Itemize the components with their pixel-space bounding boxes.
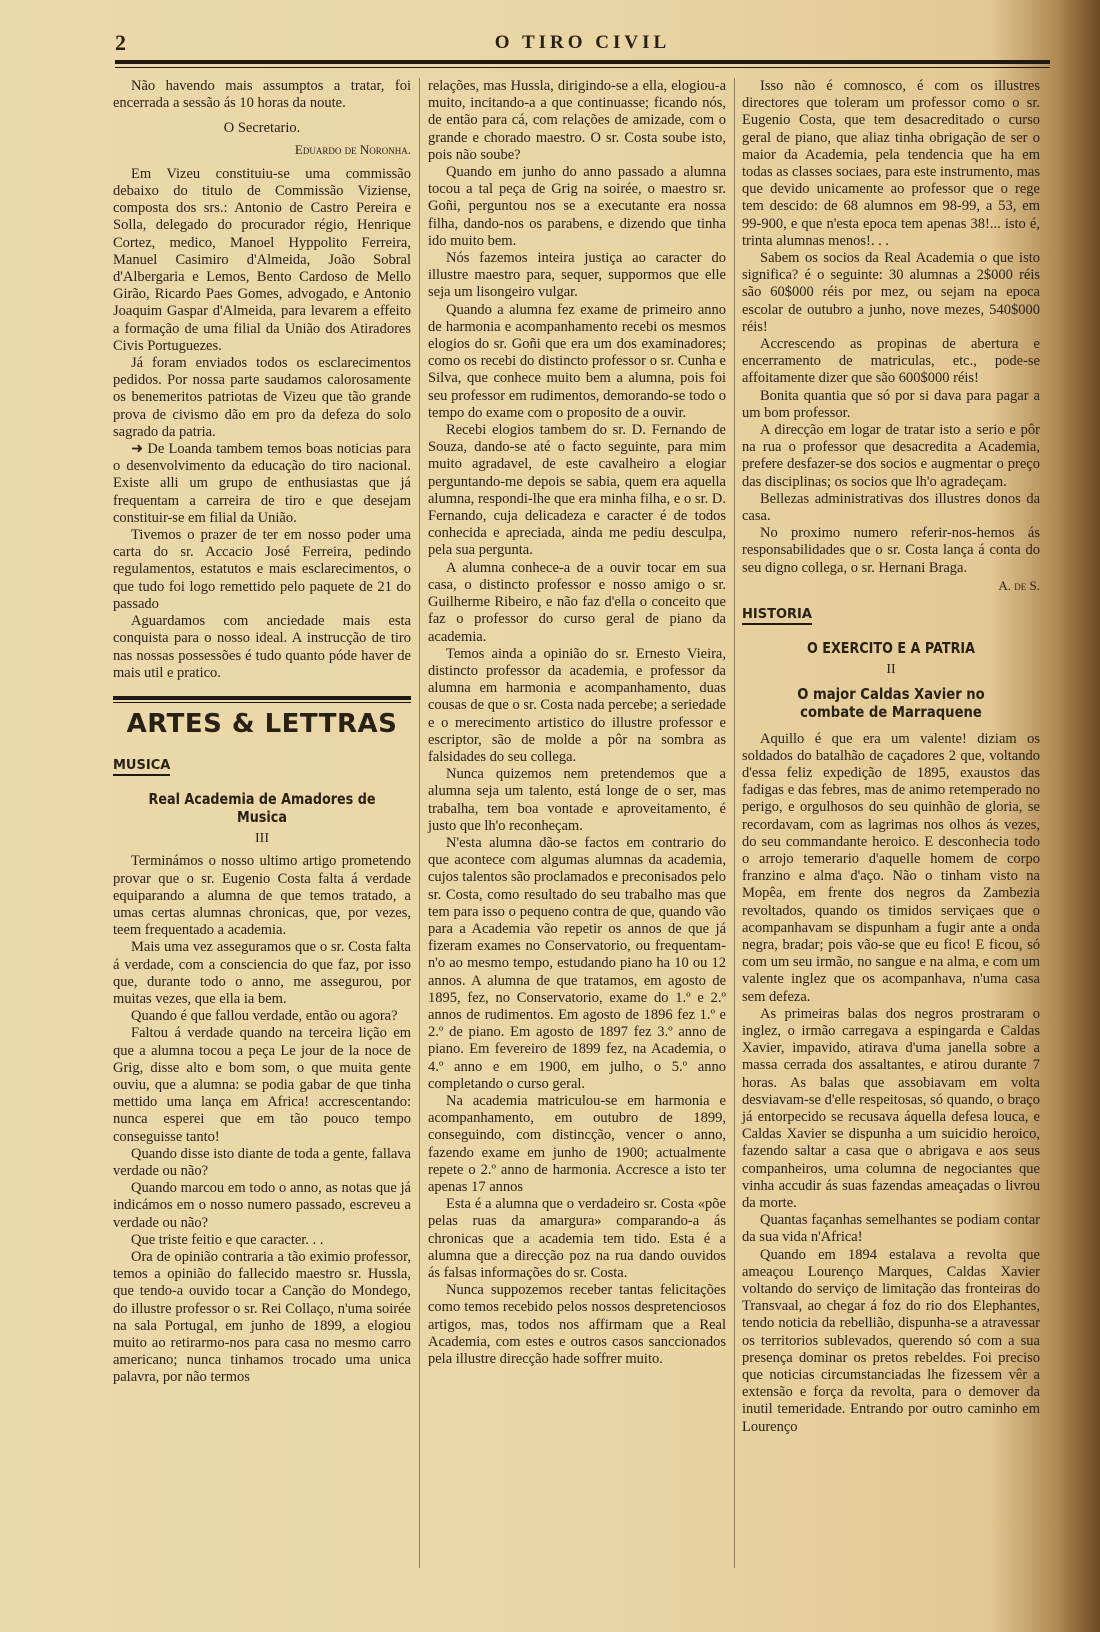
signature-name: A. de S. [998, 577, 1040, 593]
paragraph: Nós fazemos inteira justiça ao caracter do illustre maestro para, sequer, suppormos que elle seja um lisongeiro vulgar. [428, 250, 726, 301]
paragraph: Não havendo mais assumptos a tratar, foi encerrada a sessão ás 10 horas da noute. [113, 78, 411, 112]
article-subtitle: O major Caldas Xavier no combate de Marraquene [797, 684, 985, 721]
header-rule [115, 60, 1050, 64]
article-title: O EXERCITO E A PATRIA [806, 639, 976, 658]
paragraph: Quando marcou em todo o anno, as notas que já indicámos em o nosso numero passado, escreveu a verdade ou não? [113, 1180, 411, 1231]
article-part-number: III [255, 831, 269, 847]
column-separator [734, 78, 735, 1568]
paragraph: Quando disse isto diante de toda a gente, fallava verdade ou não? [113, 1145, 411, 1179]
column-1 [113, 78, 411, 1387]
article-part-number: II [886, 662, 896, 678]
paragraph: Nunca quizemos nem pretendemos que a alumna seja um talento, está longe de o ser, mas trabalha, tem boa vontade e aproveitamento, é justo que lh'o reconheçam. [428, 766, 726, 834]
paragraph: Mais uma vez asseguramos que o sr. Costa falta á verdade, com a consciencia do que faz, por isso que, durante todo o anno, me assegurou, por muitas vezes, que ella ia bem. [113, 939, 411, 1007]
article-title: Real Academia de Amadores de Musica [148, 790, 376, 827]
paragraph: Nunca suppozemos receber tantas felicitações como temos recebido pelos nossos despretenciosos artigos, mas, todos nos affirmam que a Real Academia, com estes e outros casos sanccionados pela illustre direcção hade soffrer muito. [428, 1282, 726, 1368]
page-header [115, 28, 1050, 54]
section-title: ARTES & LETTRAS [126, 708, 398, 739]
paragraph: Na academia matriculou-se em harmonia e acompanhamento, em outubro de 1899, conseguindo, com distincção, vencer o anno, fazendo exame em junho de 1900; actualmente repete o 2.º anno de harmonia. Accresce a isto ter apenas 17 annos [428, 1092, 726, 1195]
paragraph: Bellezas administrativas dos illustres donos da casa. [742, 490, 1040, 525]
paragraph: Bonita quantia que só por si dava para pagar a um bom professor. [742, 387, 1040, 421]
paragraph: Sabem os socios da Real Academia o que isto significa? é o seguinte: 30 alumnas a 2$000 réis são 60$000 réis por mez, ou sejam na epoca escolar de outubro a junho, nove mezes, 540$000 réis! [742, 250, 1040, 335]
rubric-label: MUSICA [113, 757, 170, 776]
section-rule [113, 696, 411, 700]
paragraph: A alumna conhece-a de a ouvir tocar em sua casa, o distincto professor e nosso amigo o sr. Guilherme Ribeiro, e não faz d'ella o conceito que faz o professor do curso geral de piano da academia. [428, 559, 726, 645]
paragraph: Faltou á verdade quando na terceira lição em que a alumna tocou a peça Le jour de la noce de Grig, disse alto e bom som, o que muita gente ouviu, que a alumna: se podia gabar de que tinha mettido uma lança em Africa! accrescentando: nunca esperei que em tão pouco tempo conseguisse tanto! [113, 1025, 411, 1145]
column-separator [419, 78, 420, 1568]
paragraph: No proximo numero referir-nos-hemos ás responsabilidades que o sr. Costa lança á conta do seu digno collega, o sr. Hernani Braga. [742, 525, 1040, 576]
paragraph: Quando é que fallou verdade, então ou agora? [131, 1008, 398, 1025]
paragraph: Em Vizeu constituiu-se uma commissão debaixo do titulo de Commissão Viziense, composta dos srs.: Antonio de Castro Pereira e Solla, delegado do procurador régio, Henrique Cortez, medico, Manoel Hyppolito Ferreira, Manuel Casimiro d'Almeida, João Sobral d'Albergaria e Lemos, Bento Cardoso de Mello Girão, Ricardo Paes Gomes, advogado, e Antonio Joaquim Gaspar d'Almeida, para levarem a effeito a formação de uma filial da União dos Atiradores Civis Portuguezes. [113, 165, 411, 354]
paragraph: ➜ De Loanda tambem temos boas noticias para o desenvolvimento da educação do tiro nacional. Existe alli um grupo de enthusiastas que já frequentam a carreira de tiro e que desejam constituir-se em filial da União. [113, 441, 411, 526]
paragraph: relações, mas Hussla, dirigindo-se a ella, elogiou-a muito, incitando-a a que continuasse; ficando nós, de então para cá, com relações de amizade, com o grande e chorado maestro. O sr. Costa soube isto, pois não soube? [428, 78, 726, 163]
signature-name: Eduardo de Noronha. [294, 141, 411, 157]
paragraph: Quando em junho do anno passado a alumna tocou a tal peça de Grig na soirée, o maestro sr. Goñi, perguntou nos se a executante era nossa filha, dando-nos os parabens, e dizendo que tinha ido muito bem. [428, 164, 726, 249]
section-rule-thin [113, 702, 411, 703]
page-number: 2 [115, 30, 126, 55]
paragraph: As primeiras balas dos negros prostraram o inglez, o irmão carregava a espingarda e Caldas Xavier, impavido, atirava d'uma janella sobre a massa cerrada dos assaltantes, e atirou durante 7 horas. As balas que assobiavam em volta desviavam-se d'elle respeitosas, só quando, o braço já entorpecido se recusava áquella defesa louca, e Caldas Xavier se dispunha a um suicidio heroico, fazendo saltar a casa que o abrigava e aos seus companheiros, uma columna de negociantes que vinha accudir ás suas fazendas ameaçadas o livrou da morte. [742, 1005, 1040, 1211]
paragraph: Esta é a alumna que o verdadeiro sr. Costa «põe pelas ruas da amargura» comparando-a ás chronicas que a academia tem tido. Esta é a alumna que a direcção poz na rua dando ouvidos ás falsas informações do sr. Costa. [428, 1196, 726, 1282]
paragraph: Isso não é comnosco, é com os illustres directores que toleram um professor como o sr. Eugenio Costa, que tem desacreditado o curso geral de piano, que aliaz tinha obrigação de ser o maior da Academia, pela tendencia que ha em todas as classes sociaes, para este instrumento, mas que devido unicamente ao professor que o rege tem descido: de 68 alumnos em 98-99, a 53, em 99-900, e que n'esta epoca tem apenas 38!... isto é, trinta alumnas menos!. . . [742, 78, 1040, 249]
paragraph: Aguardamos com anciedade mais esta conquista para o nosso ideal. A instrucção de tiro nas nossas possessões é tudo quanto póde haver de mais util e pratico. [113, 613, 411, 681]
paragraph: N'esta alumna dão-se factos em contrario do que acontece com algumas alumnas da academia, cujos talentos são proclamados e preconisados pelo sr. Costa, como resultado do seu trabalho mas que tem para isso o pequeno contra de que, quando vão para a Academia vão repetir os annos de que já fizeram exames no Conservatorio, ou frequentam-n'o ao mesmo tempo, estudando piano ha 10 ou 12 annos. A alumna de que tratamos, em agosto de 1895, fez, no Conservatorio, exame do 1.º e 2.º annos de rudimentos. Em agosto de 1896 fez 1.º e 2.º de piano. Em agosto de 1897 fez 3.º anno de piano. Em fevereiro de 1899 fez, na Academia, o 4.º anno e em 1900, em julho, o 5.º anno completando o curso geral. [428, 834, 726, 1092]
paragraph: Quando a alumna fez exame de primeiro anno de harmonia e acompanhamento recebi os mesmos elogios do sr. Goñi que era um dos examinadores; como os recebi do distincto professor o sr. Cunha e Silva, que conhece muito bem a alumna, pois foi seu professor em rudimentos, demorando-se todo o tempo do exame com o proposito de a ouvir. [428, 301, 726, 421]
signature-role: O Secretario. [223, 120, 301, 137]
rubric-label: HISTORIA [742, 606, 812, 625]
paragraph: Quando em 1894 estalava a revolta que ameaçou Lourenço Marques, Caldas Xavier voltando do serviço de limitação das fronteiras do Transvaal, ao chegar á foz do rio dos Elephantes, tendo noticia da rebellião, dispunha-se a atravessar os territorios sublevados, querendo só com a sua presença dominar os pretos rebeldes. Foi preciso que noticias circumstanciadas lhe fizessem vêr a extensão e força da revolta, para o demover da inutil temeridade. Entrando por outro caminho em Lourenço [742, 1246, 1040, 1435]
paragraph: Temos ainda a opinião do sr. Ernesto Vieira, distincto professor da academia, e professor da alumna em harmonia e acompanhamento, duas cousas de que o sr. Costa nada percebe; a seriedade e o merecimento artistico do illustre professor e escriptor, são de molde a pôr na sombra as falsidades do seu collega. [428, 645, 726, 765]
paragraph: A direcção em logar de tratar isto a serio e pôr na rua o professor que desacredita a Academia, prefere desfazer-se dos socios e augmentar o preço das disciplinas; os socios que lh'o agradeçam. [742, 422, 1040, 490]
paragraph: Quantas façanhas semelhantes se podiam contar da sua vida n'Africa! [742, 1212, 1040, 1246]
paragraph: Ora de opinião contraria a tão eximio professor, temos a opinião do fallecido maestro sr. Hussla, que tendo-a ouvido tocar a Canção do Mondego, do illustre professor o sr. Rei Collaço, n'uma soirée na sala Portugal, em junho de 1899, a elogiou muito ao retirarmo-nos para casa no mesmo carro americano; nunca tinhamos trocado uma unica palavra, por não termos [113, 1248, 411, 1386]
paragraph: Já foram enviados todos os esclarecimentos pedidos. Por nossa parte saudamos calorosamente os benemeritos patriotas de Vizeu que tão grande prova de civismo dão em pro da defeza do solo sagrado da patria. [113, 355, 411, 440]
paragraph: Que triste feitio e que caracter. . . [131, 1231, 324, 1248]
paragraph: Accrescendo as propinas de abertura e encerramento de matriculas, etc., pode-se affoitamente dizer que são 600$000 réis! [742, 336, 1040, 387]
paragraph: Aquillo é que era um valente! diziam os soldados do batalhão de caçadores 2 que, voltando d'essa feliz expedição de 1895, exaustos das fadigas e das febres, mas de animo retemperado no perigo, e orgulhosos do seu quinhão de gloria, se recordavam, com as lagrimas nos olhos ás vezes, do seu commandante heroico. E desconhecia todo o arrojo temerario d'aquelle homem de corpo franzino e alma d'aço. Não o tinham visto na Mopêa, em frente dos negros da Zambezia revoltados, quando os timidos serviçaes que o acompanhavam se dispunham a fugir ante a onda negra, bradar; pois vão-se que eu fico! E ficou, só com um seu irmão, no sangue e na alma, e com um valente inglez que os acompanhava, n'uma casa sem defeza. [742, 730, 1040, 1005]
paragraph: Tivemos o prazer de ter em nosso poder uma carta do sr. Accacio José Ferreira, pedindo regulamentos, estatutos e mais esclarecimentos, o que tudo foi logo remettido pelo paquete de 21 do passado [113, 527, 411, 612]
paragraph: Terminámos o nosso ultimo artigo prometendo provar que o sr. Eugenio Costa falta á verdade equiparando a alumna de que temos tratado, a umas certas alumnas chronicas, que, por vezes, teem frequentado a academia. [113, 853, 411, 939]
header-rule-thin [115, 67, 1050, 68]
column-3 [742, 78, 1040, 1436]
paragraph: Recebi elogios tambem do sr. D. Fernando de Souza, dando-se até o facto seguinte, para mim muito agradavel, de este cavalheiro a elogiar perguntando-me depois se sabia, quem era aquella alumna, respondi-lhe que era minha filha, e o sr. D. Fernando, cuja delicadeza e caracter é de todos conhecida e apreciada, ainda me pediu desculpa, pela sua pergunta. [428, 422, 726, 559]
publication-title: O TIRO CIVIL [494, 32, 671, 53]
column-2 [428, 78, 726, 1368]
